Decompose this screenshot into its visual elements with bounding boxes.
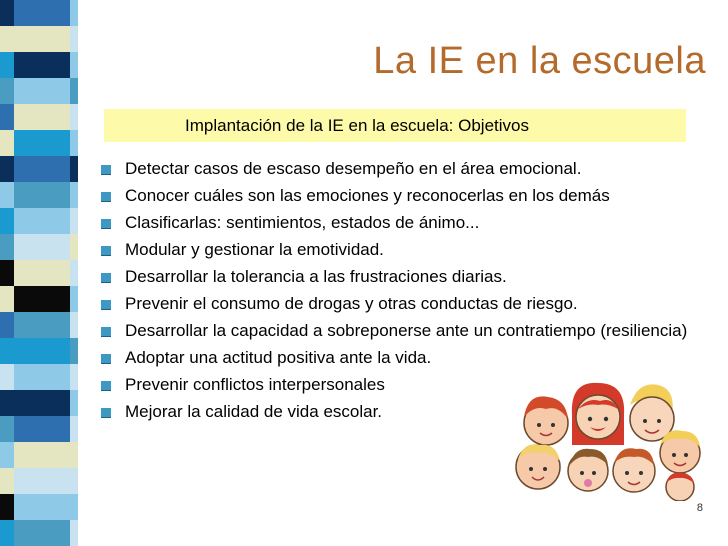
strip-block [70,52,78,78]
list-item [100,374,487,396]
square-bullet-icon [101,192,111,202]
list-item [100,347,487,369]
list-item [100,158,703,180]
strip-block [0,52,14,78]
strip-block [14,364,70,390]
square-bullet-icon [101,327,111,337]
list-item-text: Clasificarlas: sentimientos, estados de ánimo... [125,213,480,232]
strip-block [0,442,14,468]
strip-block [14,182,70,208]
strip-block [14,234,70,260]
strip-block [70,234,78,260]
strip-block [70,0,78,26]
strip-block [0,260,14,286]
list-item [100,239,703,261]
child-face-icon [572,383,624,445]
strip-block [14,390,70,416]
strip-block [0,26,14,52]
list-item [100,293,703,315]
strip-block [0,468,14,494]
strip-block [14,312,70,338]
strip-block [14,442,70,468]
strip-block [14,286,70,312]
strip-block [70,208,78,234]
strip-block [0,364,14,390]
strip-block [0,338,14,364]
strip-block [70,468,78,494]
strip-block [0,416,14,442]
strip-block [70,312,78,338]
strip-block [0,234,14,260]
strip-block [70,26,78,52]
strip-block [14,104,70,130]
strip-block [0,494,14,520]
strip-block [14,494,70,520]
square-bullet-icon [101,381,111,391]
list-item-text: Adoptar una actitud positiva ante la vida. [125,348,432,367]
strip-block [0,130,14,156]
strip-block [14,156,70,182]
children-group-illustration [508,375,704,501]
strip-block [14,52,70,78]
list-item-text: Modular y gestionar la emotividad. [125,240,384,259]
strip-block [70,104,78,130]
strip-block [70,78,78,104]
strip-block [0,156,14,182]
strip-block [0,520,14,546]
square-bullet-icon [101,273,111,283]
child-face-icon [516,444,560,489]
square-bullet-icon [101,408,111,418]
strip-block [70,182,78,208]
strip-block [0,286,14,312]
square-bullet-icon [101,246,111,256]
decorative-color-strip [0,0,78,546]
strip-block [0,390,14,416]
strip-column [0,0,14,546]
strip-block [0,104,14,130]
strip-block [0,208,14,234]
strip-block [70,156,78,182]
strip-block [70,390,78,416]
strip-block [14,130,70,156]
square-bullet-icon [101,300,111,310]
strip-block [70,442,78,468]
list-item [100,320,703,342]
slide-title: La IE en la escuela [373,40,706,82]
child-face-icon [666,473,694,501]
strip-column [14,0,70,546]
strip-block [0,312,14,338]
list-item-text: Prevenir el consumo de drogas y otras conductas de riesgo. [125,294,578,313]
subtitle-banner [104,109,686,142]
list-item-text: Desarrollar la tolerancia a las frustraciones diarias. [125,267,507,286]
strip-block [14,0,70,26]
strip-block [14,468,70,494]
strip-block [70,416,78,442]
strip-block [70,338,78,364]
list-item-text: Mejorar la calidad de vida escolar. [125,402,383,421]
list-item-text: Prevenir conflictos interpersonales [125,375,385,394]
child-face-icon [568,449,608,491]
list-item [100,266,703,288]
page-number: 8 [696,502,703,514]
strip-block [70,260,78,286]
square-bullet-icon [101,354,111,364]
strip-block [70,364,78,390]
strip-block [0,0,14,26]
list-item [100,212,703,234]
strip-block [0,78,14,104]
list-item-text: Conocer cuáles son las emociones y reconocerlas en los demás [125,186,610,205]
child-face-icon [630,384,674,441]
strip-block [70,494,78,520]
strip-block [14,260,70,286]
strip-block [0,182,14,208]
strip-block [14,416,70,442]
list-item [100,185,703,207]
strip-block [14,208,70,234]
strip-block [14,520,70,546]
strip-block [70,286,78,312]
list-item-text: Detectar casos de escaso desempeño en el área emocional. [125,159,582,178]
strip-block [14,78,70,104]
subtitle-banner-text: Implantación de la IE en la escuela: Objetivos [185,115,529,135]
strip-block [14,338,70,364]
strip-column [70,0,78,546]
child-face-icon [524,396,568,445]
list-item-text: Desarrollar la capacidad a sobreponerse ante un contratiempo (resiliencia) [125,321,688,340]
list-item [100,401,487,423]
child-face-icon [613,448,655,492]
square-bullet-icon [101,165,111,175]
strip-block [70,520,78,546]
square-bullet-icon [101,219,111,229]
strip-block [14,26,70,52]
child-face-icon [660,430,700,473]
strip-block [70,130,78,156]
